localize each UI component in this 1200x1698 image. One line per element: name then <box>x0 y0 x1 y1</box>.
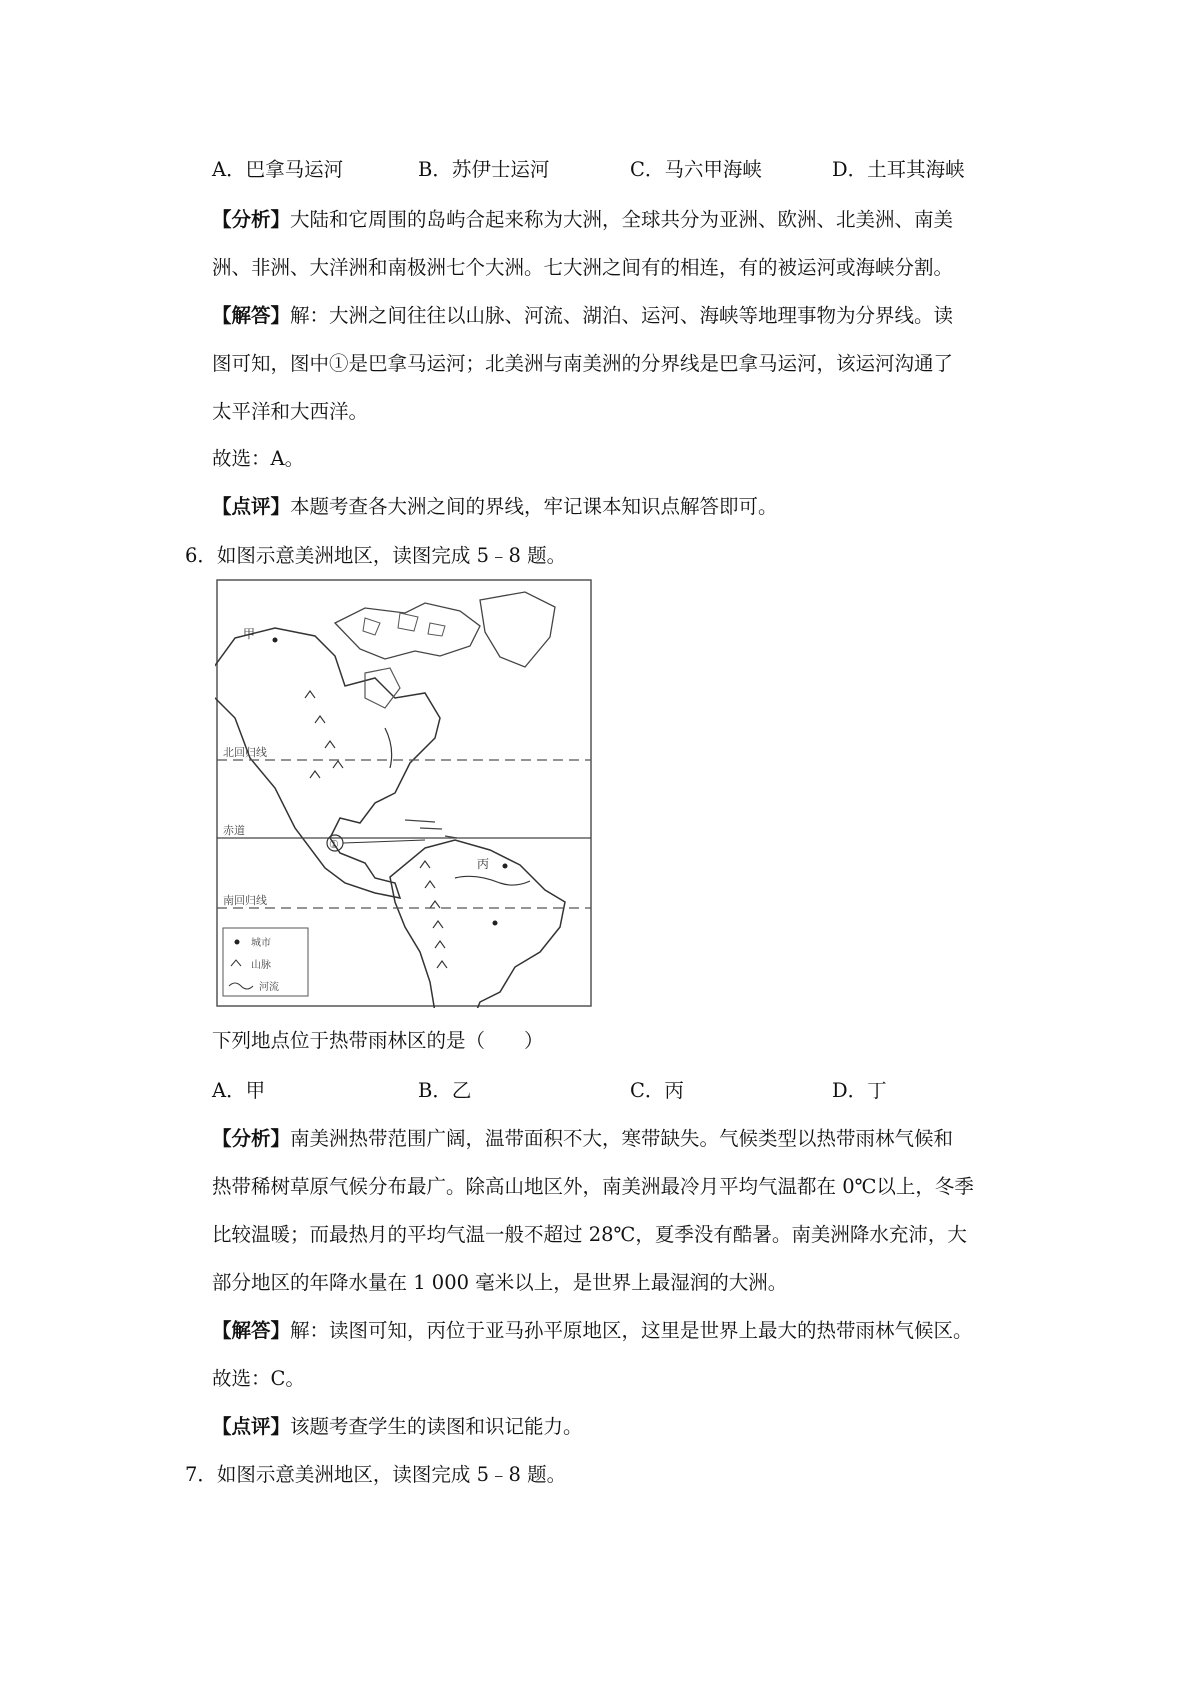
map-label-north-tropic: 北回归线 <box>223 746 267 759</box>
analysis-text: 南美洲热带范围广阔，温带面积不大，寒带缺失。气候类型以热带雨林气候和 <box>290 1127 954 1150</box>
q6-choice: 故选：C。 <box>212 1367 305 1390</box>
answer-text: 解：读图可知，丙位于亚马孙平原地区，这里是世界上最大的热带雨林气候区。 <box>290 1319 973 1342</box>
q6-analysis-line-1 <box>212 1123 953 1151</box>
comment-text: 本题考查各大洲之间的界线，牢记课本知识点解答即可。 <box>290 495 778 518</box>
map-label-jia: 甲 <box>243 627 256 641</box>
q5-answer-line-3: 太平洋和大西洋。 <box>212 400 369 423</box>
comment-text: 该题考查学生的读图和识记能力。 <box>290 1415 583 1438</box>
q6-question: 下列地点位于热带雨林区的是（ ） <box>212 1029 544 1052</box>
analysis-tag: 【分析】 <box>212 1127 291 1150</box>
q6-analysis-line-2: 热带稀树草原气候分布最广。除高山地区外，南美洲最冷月平均气温都在 0℃以上，冬季 <box>212 1175 974 1198</box>
americas-map <box>215 578 593 1008</box>
answer-tag: 【解答】 <box>212 304 291 327</box>
q6-option-d[interactable]: D．丁 <box>832 1079 887 1102</box>
q7-stem: 7．如图示意美洲地区，读图完成 5﹣8 题。 <box>185 1463 567 1486</box>
q5-answer-line-2: 图可知，图中①是巴拿马运河；北美洲与南美洲的分界线是巴拿马运河，该运河沟通了 <box>212 352 954 375</box>
q5-choice: 故选：A。 <box>212 447 305 470</box>
analysis-text: 大陆和它周围的岛屿合起来称为大洲，全球共分为亚洲、欧洲、北美洲、南美 <box>290 208 954 231</box>
q6-answer-line-1 <box>212 1315 973 1343</box>
q5-answer-line-1 <box>212 300 953 328</box>
map-label-south-tropic: 南回归线 <box>223 894 267 907</box>
map-label-circle-1: ① <box>329 838 339 851</box>
q5-option-c[interactable]: C．马六甲海峡 <box>630 158 762 181</box>
analysis-tag: 【分析】 <box>212 208 291 231</box>
q5-analysis-line-2: 洲、非洲、大洋洲和南极洲七个大洲。七大洲之间有的相连，有的被运河或海峡分割。 <box>212 256 954 279</box>
q6-option-c[interactable]: C．丙 <box>630 1079 684 1102</box>
q6-analysis-line-3: 比较温暖；而最热月的平均气温一般不超过 28℃，夏季没有酷暑。南美洲降水充沛，大 <box>212 1223 967 1246</box>
q6-option-a[interactable]: A．甲 <box>212 1079 266 1102</box>
legend-river: 河流 <box>259 982 279 993</box>
map-label-equator: 赤道 <box>223 824 245 837</box>
q6-comment <box>212 1411 583 1439</box>
legend-city: 城市 <box>251 938 271 949</box>
q5-option-a[interactable]: A．巴拿马运河 <box>212 158 344 181</box>
answer-text: 解：大洲之间往往以山脉、河流、湖泊、运河、海峡等地理事物为分界线。读 <box>290 304 954 327</box>
q5-comment <box>212 491 778 519</box>
map-label-bing: 丙 <box>477 857 490 871</box>
comment-tag: 【点评】 <box>212 495 291 518</box>
comment-tag: 【点评】 <box>212 1415 291 1438</box>
q6-stem: 6．如图示意美洲地区，读图完成 5﹣8 题。 <box>185 544 567 567</box>
q6-analysis-line-4: 部分地区的年降水量在 1 000 毫米以上，是世界上最湿润的大洲。 <box>212 1271 788 1294</box>
q6-option-b[interactable]: B．乙 <box>418 1079 472 1102</box>
legend-mountain: 山脉 <box>251 960 271 971</box>
q5-option-d[interactable]: D．土耳其海峡 <box>832 158 965 181</box>
answer-tag: 【解答】 <box>212 1319 291 1342</box>
q5-analysis-line-1 <box>212 204 953 232</box>
q5-option-b[interactable]: B．苏伊士运河 <box>418 158 550 181</box>
